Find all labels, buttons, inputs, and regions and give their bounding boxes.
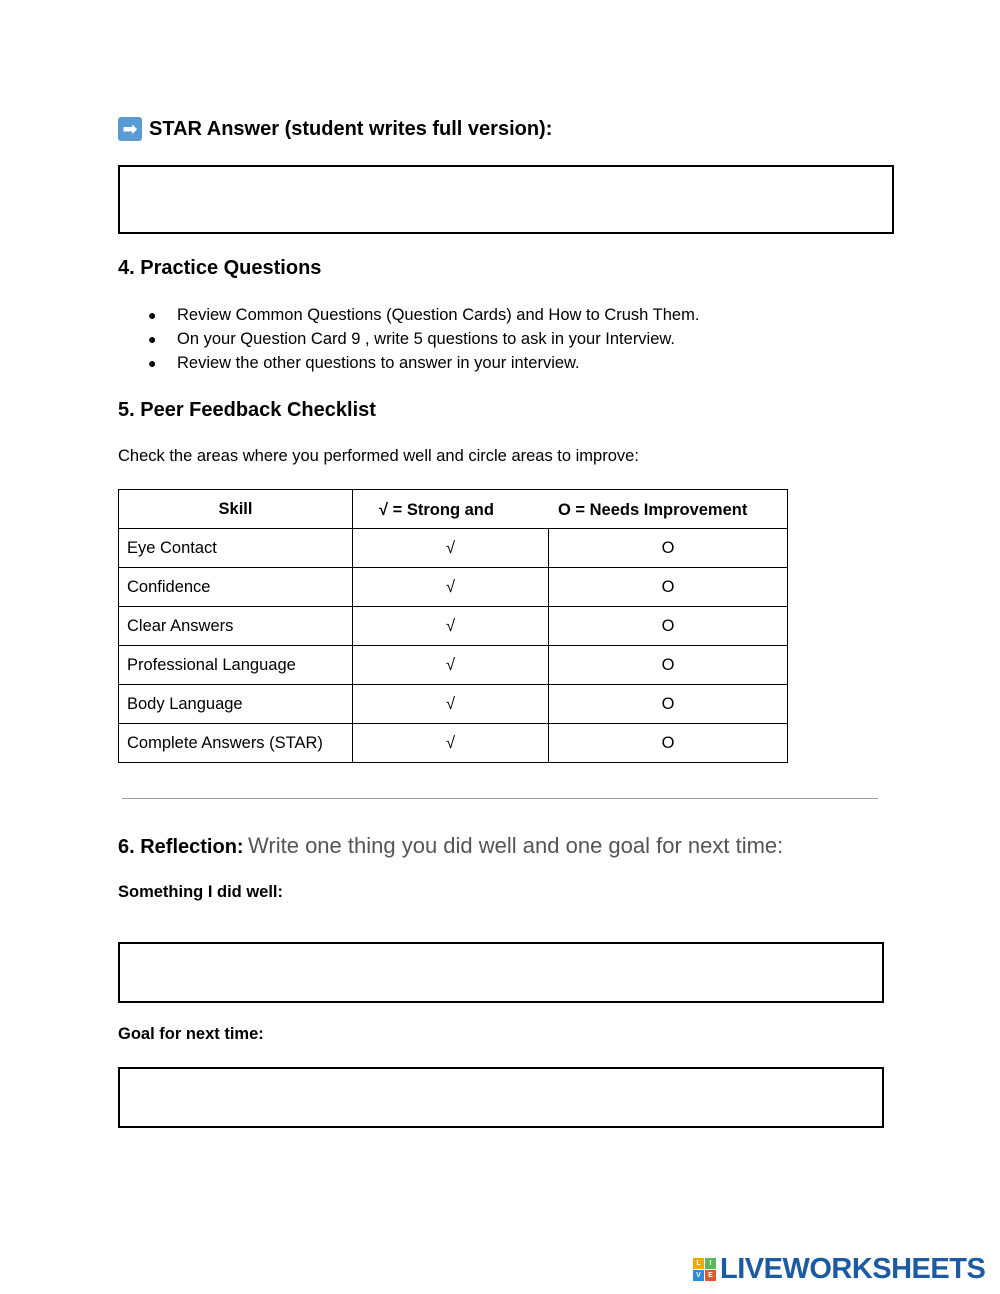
table-header-row	[119, 490, 788, 529]
liveworksheets-logo	[693, 1253, 985, 1286]
practice-questions-list	[148, 303, 699, 375]
strong-mark[interactable]: √	[353, 685, 549, 724]
section-divider	[122, 798, 878, 799]
table-row	[119, 607, 788, 646]
skill-cell: Complete Answers (STAR)	[119, 724, 353, 763]
bullet-icon: ●	[148, 331, 157, 347]
improve-mark[interactable]: O	[549, 685, 788, 724]
practice-questions-title: 4. Practice Questions	[118, 257, 322, 279]
table-row	[119, 568, 788, 607]
reflection-prompt: Write one thing you did well and one goal for next time:	[248, 833, 784, 858]
did-well-input-box[interactable]	[118, 942, 884, 1003]
bullet-icon: ●	[148, 307, 157, 323]
reflection-label: 6. Reflection:	[118, 836, 244, 858]
star-heading-text: STAR Answer (student writes full version):	[149, 117, 553, 140]
peer-feedback-title: 5. Peer Feedback Checklist	[118, 399, 376, 421]
table-row	[119, 529, 788, 568]
improve-mark[interactable]: O	[549, 568, 788, 607]
strong-mark[interactable]: √	[353, 568, 549, 607]
header-strong: √ = Strong and	[379, 501, 494, 519]
skill-cell: Eye Contact	[119, 529, 353, 568]
table-row	[119, 685, 788, 724]
list-item: ● Review the other questions to answer in your interview.	[148, 351, 699, 375]
star-answer-input-box[interactable]	[118, 165, 894, 234]
improve-mark[interactable]: O	[549, 646, 788, 685]
logo-mark-icon: L I V E	[693, 1258, 716, 1281]
arrow-right-icon: ➡	[118, 117, 142, 141]
skill-cell: Confidence	[119, 568, 353, 607]
table-row	[119, 646, 788, 685]
strong-mark[interactable]: √	[353, 607, 549, 646]
table-row	[119, 724, 788, 763]
header-needs-improvement: O = Needs Improvement	[558, 501, 748, 519]
header-ratings	[353, 490, 788, 529]
improve-mark[interactable]: O	[549, 529, 788, 568]
goal-input-box[interactable]	[118, 1067, 884, 1128]
star-answer-heading	[118, 117, 552, 141]
strong-mark[interactable]: √	[353, 646, 549, 685]
list-item: ● On your Question Card 9 , write 5 questions to ask in your Interview.	[148, 327, 699, 351]
list-item: ● Review Common Questions (Question Cards) and How to Crush Them.	[148, 303, 699, 327]
bullet-icon: ●	[148, 355, 157, 371]
skill-cell: Clear Answers	[119, 607, 353, 646]
peer-feedback-intro: Check the areas where you performed well and circle areas to improve:	[118, 447, 639, 465]
skill-cell: Body Language	[119, 685, 353, 724]
reflection-heading	[118, 833, 783, 859]
strong-mark[interactable]: √	[353, 529, 549, 568]
header-skill: Skill	[119, 490, 353, 529]
logo-text: LIVEWORKSHEETS	[720, 1253, 986, 1285]
strong-mark[interactable]: √	[353, 724, 549, 763]
feedback-checklist-table	[118, 489, 788, 763]
goal-label: Goal for next time:	[118, 1025, 264, 1043]
did-well-label: Something I did well:	[118, 883, 283, 901]
improve-mark[interactable]: O	[549, 724, 788, 763]
skill-cell: Professional Language	[119, 646, 353, 685]
improve-mark[interactable]: O	[549, 607, 788, 646]
